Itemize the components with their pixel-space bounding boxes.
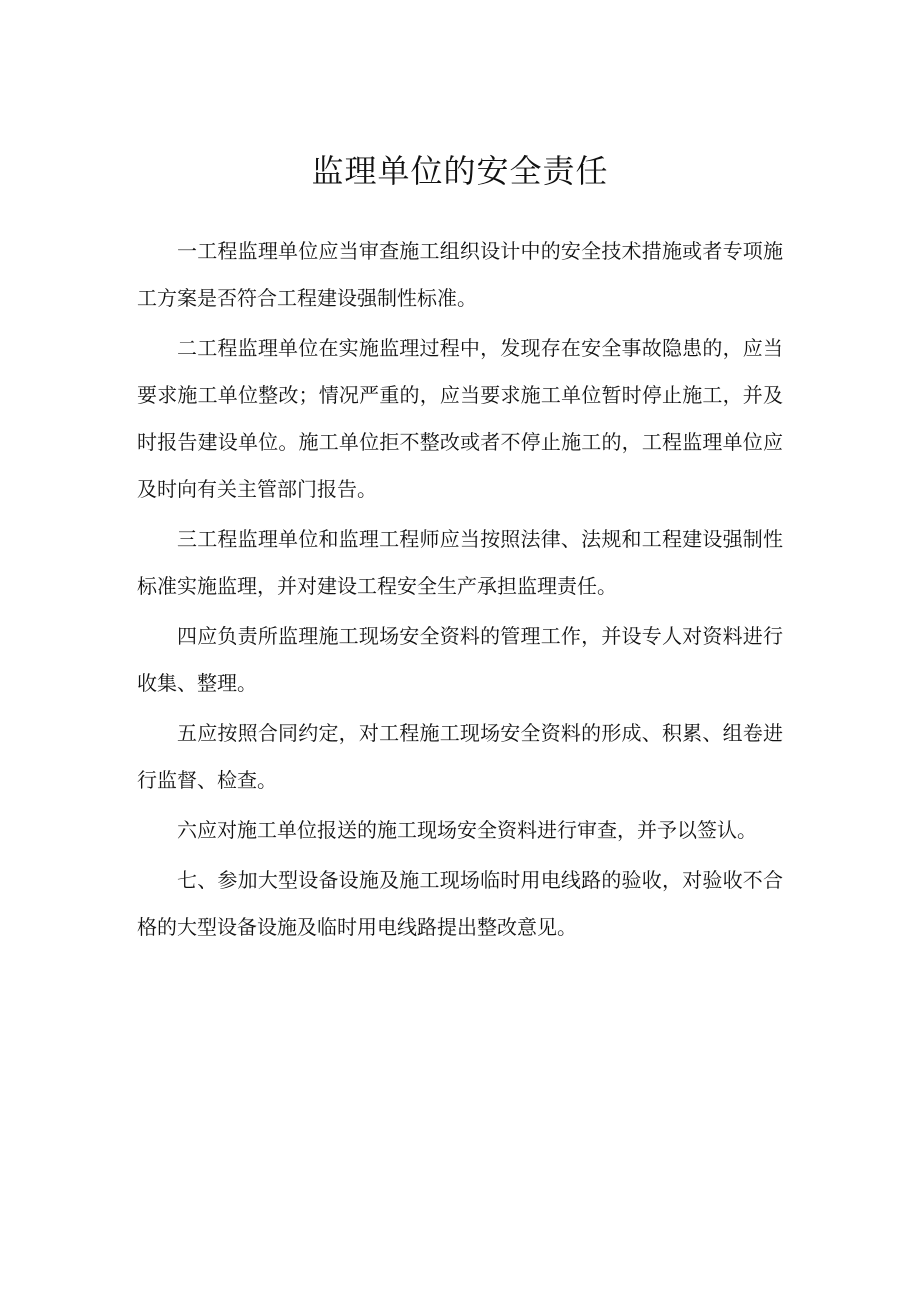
document-body (137, 228, 783, 954)
paragraph-5: 五应按照合同约定，对工程施工现场安全资料的形成、积累、组卷进行监督、检查。 (137, 721, 783, 792)
paragraph-7: 七、参加大型设备设施及施工现场临时用电线路的验收，对验收不合格的大型设备设施及临时用电线路提出整改意见。 (137, 868, 783, 939)
paragraph-1: 一工程监理单位应当审查施工组织设计中的安全技术措施或者专项施工方案是否符合工程建设强制性标准。 (137, 239, 783, 310)
document-title: 监理单位的安全责任 (311, 152, 609, 190)
paragraph-3: 三工程监理单位和监理工程师应当按照法律、法规和工程建设强制性标准实施监理，并对建设工程安全生产承担监理责任。 (137, 527, 783, 598)
paragraph-2: 二工程监理单位在实施监理过程中，发现存在安全事故隐患的，应当要求施工单位整改；情况严重的，应当要求施工单位暂时停止施工，并及时报告建设单位。施工单位拒不整改或者不停止施工的，工程监理单位应及时向有关主管部门报告。 (137, 336, 783, 501)
paragraph-4: 四应负责所监理施工现场安全资料的管理工作，并设专人对资料进行收集、整理。 (137, 624, 783, 695)
paragraph-6: 六应对施工单位报送的施工现场安全资料进行审查，并予以签认。 (177, 818, 757, 842)
